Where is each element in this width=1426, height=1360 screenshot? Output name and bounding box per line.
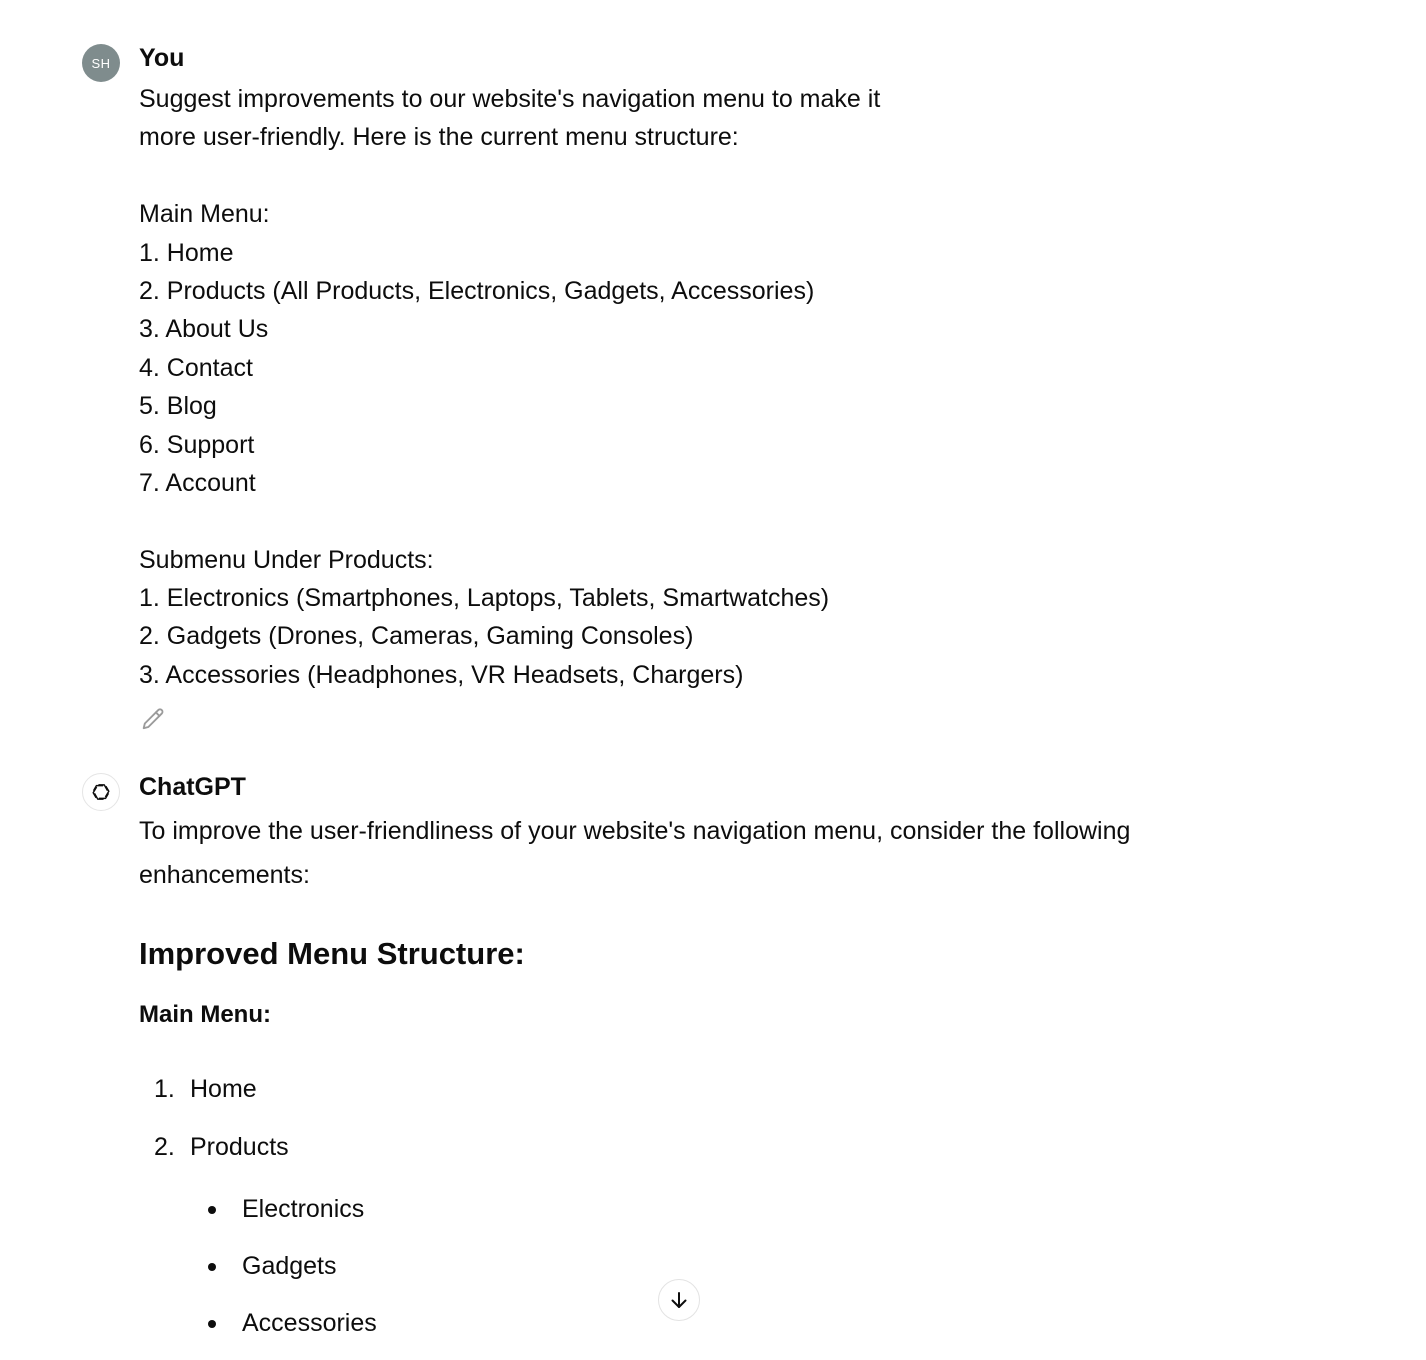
- sub-list: [190, 1189, 1199, 1343]
- main-menu-label: Main Menu:: [139, 1001, 271, 1028]
- message-line: Main Menu:: [139, 200, 270, 229]
- user-avatar: [82, 44, 120, 82]
- assistant-avatar: [82, 773, 120, 811]
- pencil-icon: [139, 706, 167, 734]
- sub-list-item: Gadgets: [190, 1246, 1199, 1286]
- message-line: [139, 502, 880, 540]
- user-author-name: You: [139, 44, 185, 72]
- arrow-down-icon: [667, 1288, 691, 1312]
- list-item-number: 2.: [154, 1133, 175, 1161]
- message-line: 3. Accessories (Headphones, VR Headsets, Chargers): [139, 660, 744, 689]
- message-line: 7. Account: [139, 468, 256, 497]
- message-line: more user-friendly. Here is the current menu structure:: [139, 123, 739, 152]
- list-item-label: Products: [190, 1133, 289, 1161]
- message-line: 6. Support: [139, 430, 255, 459]
- list-item: [139, 1069, 1199, 1109]
- message-line: 5. Blog: [139, 392, 217, 421]
- section-heading: Improved Menu Structure:: [139, 936, 525, 971]
- edit-message-button[interactable]: [139, 706, 167, 734]
- message-line: Submenu Under Products:: [139, 545, 434, 574]
- list-item-number: 1.: [154, 1075, 175, 1103]
- message-line: Suggest improvements to our website's navigation menu to make it: [139, 85, 881, 113]
- assistant-intro: To improve the user-friendliness of your website's navigation menu, consider the following enhancements:: [139, 817, 1131, 889]
- assistant-message-text: [139, 809, 1199, 1360]
- message-line: 1. Electronics (Smartphones, Laptops, Tablets, Smartwatches): [139, 584, 830, 613]
- assistant-author-name: ChatGPT: [139, 773, 246, 801]
- sub-list-item: Electronics: [190, 1189, 1199, 1229]
- message-line: 1. Home: [139, 238, 234, 267]
- sub-list-item: Accessories: [190, 1303, 1199, 1343]
- message-line: 4. Contact: [139, 353, 253, 382]
- message-line: [139, 157, 880, 195]
- message-line: 3. About Us: [139, 315, 269, 344]
- list-item-label: Home: [190, 1075, 257, 1103]
- message-line: 2. Products (All Products, Electronics, Gadgets, Accessories): [139, 276, 815, 305]
- openai-logo-icon: [88, 779, 114, 805]
- user-message-text: [139, 80, 880, 694]
- scroll-to-bottom-button[interactable]: [658, 1279, 700, 1321]
- message-line: 2. Gadgets (Drones, Cameras, Gaming Consoles): [139, 622, 694, 651]
- user-avatar-initials: SH: [91, 55, 111, 71]
